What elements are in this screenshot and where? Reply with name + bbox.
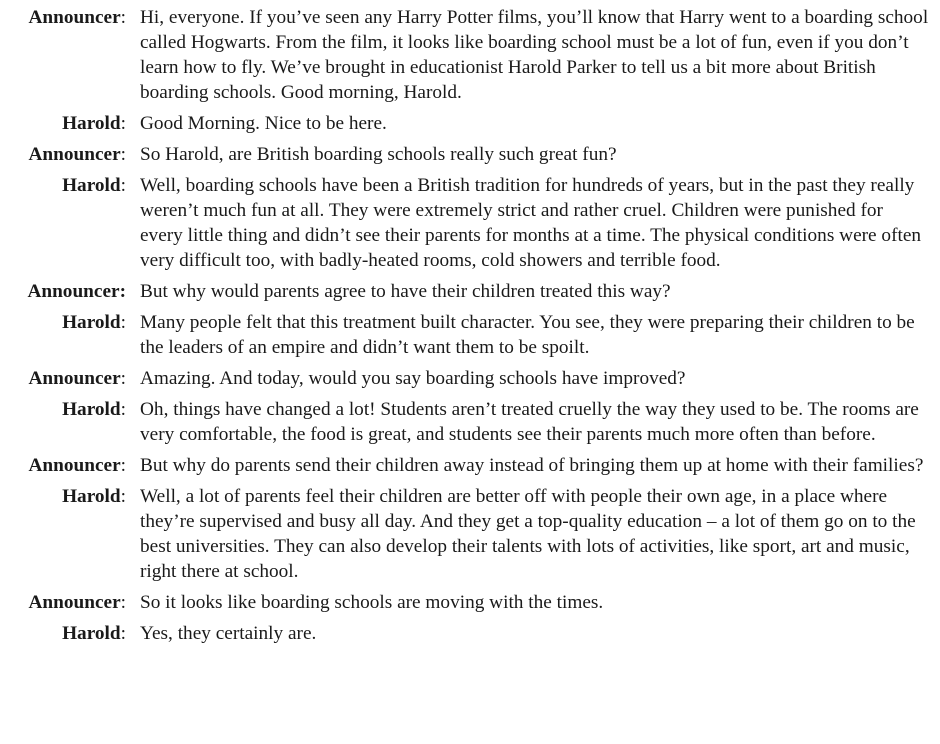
speaker-label [0,173,140,198]
speaker-name: Harold [62,312,121,333]
dialogue-turn [0,621,940,646]
speaker-label [0,397,140,422]
dialogue-turn [0,142,940,167]
speaker-name: Harold [62,486,121,507]
dialogue-turn [0,590,940,615]
dialogue-text: Well, boarding schools have been a British tradition for hundreds of years, but in the past they really weren’t much fun at all. They were extremely strict and rather cruel. Children were punished for every little thing and didn’t see their parents for months at a time. The physical conditions were often very difficult too, with badly-heated rooms, cold showers and terrible food. [140,175,922,271]
dialogue-turn [0,5,940,105]
dialogue-turn [0,310,940,360]
speaker-label [0,484,140,509]
dialogue-text: Good Morning. Nice to be here. [140,113,387,134]
speaker-name: Harold [62,113,121,134]
speaker-colon: : [120,399,126,420]
speaker-name: Announcer [28,368,121,389]
dialogue-turn [0,111,940,136]
dialogue-text: But why would parents agree to have their children treated this way? [140,281,671,302]
dialogue-text: Hi, everyone. If you’ve seen any Harry Potter films, you’ll know that Harry went to a boarding school called Hogwarts. From the film, it looks like boarding school must be a lot of fun, even if you don’t learn how to fly. We’ve brought in educationist Harold Parker to tell us a bit more about British boarding schools. Good morning, Harold. [140,7,929,103]
speaker-colon: : [120,312,126,333]
speaker-label [0,310,140,335]
dialogue-transcript [0,5,940,652]
dialogue-text: Well, a lot of parents feel their children are better off with people their own age, in a place where they’re supervised and busy all day. And they get a top-quality education – a lot of them go on to the best universities. They can also develop their talents with lots of activities, like sport, art and music, right there at school. [140,486,916,582]
dialogue-turn [0,484,940,584]
dialogue-text: Yes, they certainly are. [140,623,317,644]
speaker-label [0,5,140,30]
speaker-colon: : [120,592,126,613]
speaker-label [0,621,140,646]
speaker-name: Announcer [28,144,121,165]
speaker-colon: : [120,144,126,165]
speaker-colon: : [120,623,126,644]
dialogue-text: Amazing. And today, would you say boarding schools have improved? [140,368,686,389]
dialogue-turn [0,173,940,273]
dialogue-text: So it looks like boarding schools are moving with the times. [140,592,604,613]
speaker-label [0,590,140,615]
speaker-name: Harold [62,399,121,420]
dialogue-turn [0,366,940,391]
speaker-label [0,142,140,167]
speaker-label [0,111,140,136]
dialogue-text: But why do parents send their children away instead of bringing them up at home with their families? [140,455,924,476]
speaker-name: Announcer [28,7,121,28]
speaker-colon: : [120,7,126,28]
speaker-colon: : [120,175,126,196]
dialogue-text: Many people felt that this treatment built character. You see, they were preparing their children to be the leaders of an empire and didn’t want them to be spoilt. [140,312,915,358]
speaker-name: Harold [62,175,121,196]
dialogue-text: So Harold, are British boarding schools really such great fun? [140,144,617,165]
speaker-name: Harold [62,623,121,644]
speaker-name: Announcer [28,455,121,476]
speaker-label [0,279,140,304]
dialogue-turn [0,279,940,304]
speaker-colon: : [120,455,126,476]
dialogue-turn [0,397,940,447]
dialogue-turn [0,453,940,478]
speaker-colon: : [120,486,126,507]
speaker-name: Announcer [27,281,120,302]
dialogue-text: Oh, things have changed a lot! Students aren’t treated cruelly the way they used to be. The rooms are very comfortable, the food is great, and students see their parents much more often than before. [140,399,919,445]
speaker-label [0,453,140,478]
speaker-label [0,366,140,391]
speaker-colon: : [120,368,126,389]
speaker-name: Announcer [28,592,121,613]
speaker-colon: : [119,281,126,302]
speaker-colon: : [120,113,126,134]
